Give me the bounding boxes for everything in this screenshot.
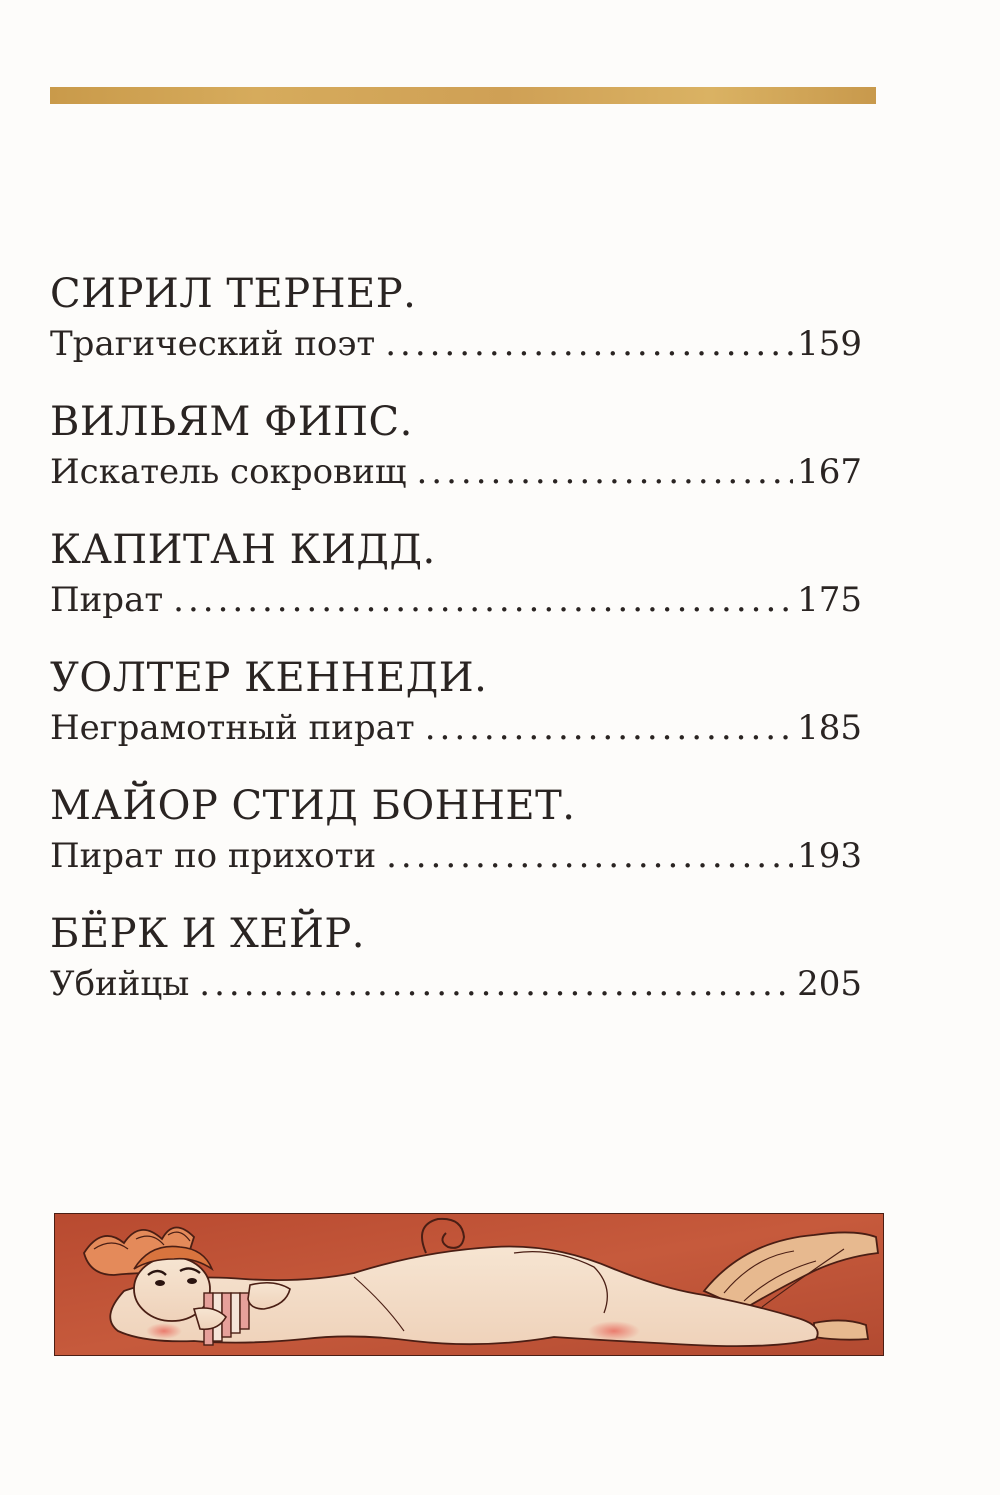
entry-title: УОЛТЕР КЕННЕДИ. bbox=[50, 655, 488, 701]
page-number: 175 bbox=[797, 580, 862, 620]
dot-leader bbox=[385, 322, 793, 366]
toc-entry[interactable] bbox=[50, 526, 862, 654]
toc-entry[interactable] bbox=[50, 910, 862, 1038]
page-number: 205 bbox=[797, 964, 862, 1004]
page-number: 193 bbox=[797, 836, 862, 876]
entry-subtitle: Убийцы bbox=[50, 964, 190, 1004]
dot-leader bbox=[173, 578, 793, 622]
entry-title: СИРИЛ ТЕРНЕР. bbox=[50, 271, 417, 317]
entry-subtitle: Трагический поэт bbox=[50, 324, 376, 364]
decorative-top-rule bbox=[50, 87, 876, 104]
entry-subtitle: Пират bbox=[50, 580, 164, 620]
dot-leader bbox=[386, 834, 793, 878]
entry-title: КАПИТАН КИДД. bbox=[50, 527, 436, 573]
entry-title: МАЙОР СТИД БОННЕТ. bbox=[50, 783, 576, 829]
entry-line bbox=[50, 962, 862, 1006]
entry-title: БЁРК И ХЕЙР. bbox=[50, 911, 365, 957]
entry-line bbox=[50, 450, 862, 494]
entry-subtitle: Неграмотный пират bbox=[50, 708, 415, 748]
entry-title: ВИЛЬЯМ ФИПС. bbox=[50, 399, 413, 445]
entry-line bbox=[50, 578, 862, 622]
toc-entry[interactable] bbox=[50, 654, 862, 782]
entry-line bbox=[50, 322, 862, 366]
entry-subtitle: Искатель сокровищ bbox=[50, 452, 407, 492]
toc-entry[interactable] bbox=[50, 270, 862, 398]
dot-leader bbox=[425, 706, 793, 750]
toc-entry[interactable] bbox=[50, 398, 862, 526]
toc-entry[interactable] bbox=[50, 782, 862, 910]
entry-line bbox=[50, 706, 862, 750]
page-number: 159 bbox=[797, 324, 862, 364]
dot-leader bbox=[199, 962, 793, 1006]
page-number: 167 bbox=[797, 452, 862, 492]
page-number: 185 bbox=[797, 708, 862, 748]
faun-with-panpipes-illustration bbox=[54, 1213, 884, 1356]
entry-line bbox=[50, 834, 862, 878]
table-of-contents bbox=[50, 270, 862, 1038]
dot-leader bbox=[416, 450, 793, 494]
entry-subtitle: Пират по прихоти bbox=[50, 836, 377, 876]
